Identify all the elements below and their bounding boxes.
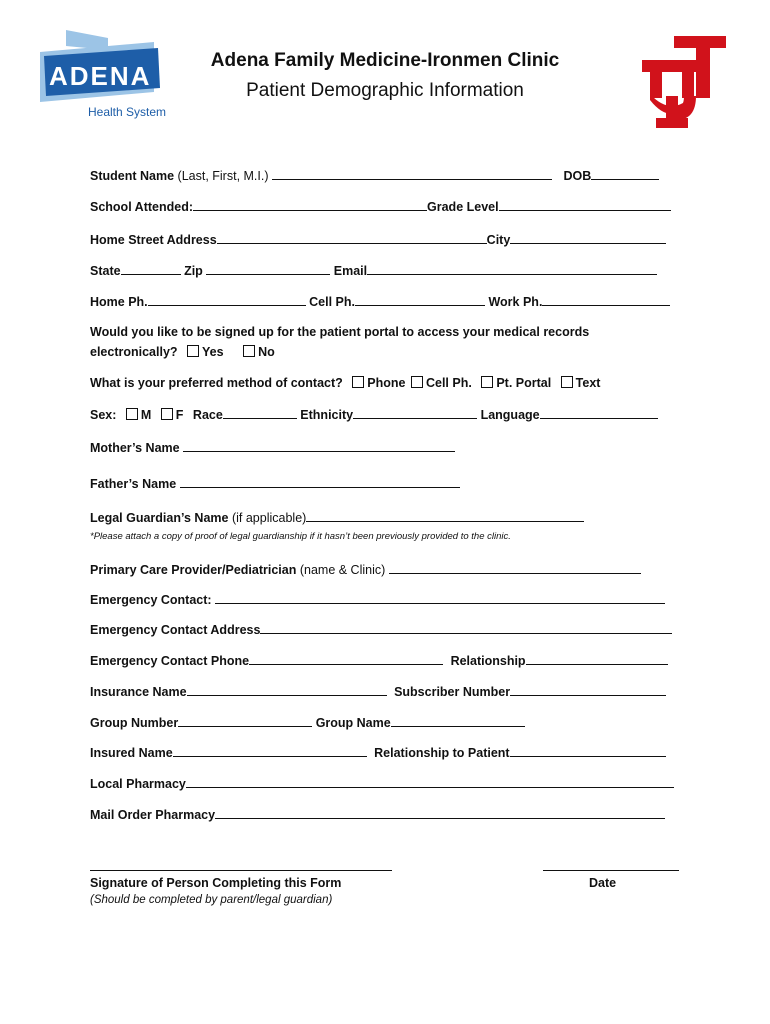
group-name-field[interactable]	[391, 715, 525, 727]
insurance-row	[90, 684, 680, 699]
group-number-field[interactable]	[178, 715, 312, 727]
student-name-row	[90, 168, 680, 183]
guardian-label: Legal Guardian’s Name	[90, 511, 229, 525]
cell-checkbox[interactable]	[411, 376, 423, 388]
phone-row	[90, 294, 680, 309]
insured-name-field[interactable]	[173, 745, 367, 757]
student-name-label: Student Name	[90, 169, 175, 183]
race-label: Race	[192, 408, 223, 422]
male-checkbox[interactable]	[126, 408, 138, 420]
portal-question: Would you like to be signed up for the patient portal to access your medical records	[90, 325, 590, 339]
adena-logo-mark	[36, 30, 176, 120]
local-pharmacy-field[interactable]	[186, 776, 674, 788]
yes-checkbox[interactable]	[187, 345, 199, 357]
adena-subtext: Health System	[88, 105, 167, 119]
emergency-phone-field[interactable]	[249, 653, 443, 665]
mother-label: Mother’s Name	[90, 441, 180, 455]
contact-method-row	[90, 376, 680, 390]
insured-row	[90, 745, 680, 760]
pcp-row	[90, 562, 680, 577]
text-option-label: Text	[575, 376, 601, 390]
relationship-patient-field[interactable]	[510, 745, 666, 757]
pcp-hint: (name & Clinic)	[299, 563, 386, 577]
state-label: State	[90, 264, 121, 278]
school-field[interactable]	[193, 199, 427, 211]
guardian-note: *Please attach a copy of proof of legal guardianship if it hasn’t been previously provided to the clinic.	[90, 531, 511, 542]
home-address-field[interactable]	[217, 232, 487, 244]
father-field[interactable]	[180, 476, 460, 488]
cell-ph-field[interactable]	[355, 294, 485, 306]
subscriber-field[interactable]	[510, 684, 666, 696]
cell-option-label: Cell Ph.	[425, 376, 472, 390]
group-number-label: Group Number	[90, 716, 179, 730]
female-checkbox[interactable]	[161, 408, 173, 420]
sex-label: Sex:	[90, 408, 117, 422]
mail-pharmacy-label: Mail Order Pharmacy	[90, 808, 216, 822]
student-name-field[interactable]	[272, 168, 552, 180]
city-label: City	[486, 233, 511, 247]
insured-name-label: Insured Name	[90, 746, 173, 760]
school-label: School Attended:	[90, 200, 194, 214]
ethnicity-label: Ethnicity	[300, 408, 354, 422]
insurance-name-label: Insurance Name	[90, 685, 187, 699]
home-ph-label: Home Ph.	[90, 295, 148, 309]
portal-option-label: Pt. Portal	[496, 376, 552, 390]
zip-field[interactable]	[206, 263, 330, 275]
state-row	[90, 263, 680, 278]
page-subtitle: Patient Demographic Information	[246, 80, 524, 101]
email-label: Email	[333, 264, 368, 278]
pcp-label: Primary Care Provider/Pediatrician	[90, 563, 297, 577]
emergency-contact-field[interactable]	[215, 592, 665, 604]
adena-wordmark: ADENA	[49, 61, 152, 91]
date-line[interactable]	[543, 870, 679, 871]
emergency-address-label: Emergency Contact Address	[90, 623, 261, 637]
guardian-field[interactable]	[306, 510, 584, 522]
student-name-hint: (Last, First, M.I.)	[177, 169, 269, 183]
emergency-address-field[interactable]	[260, 622, 672, 634]
dob-label: DOB	[563, 169, 592, 183]
address-row	[90, 232, 680, 247]
city-field[interactable]	[510, 232, 666, 244]
school-row	[90, 199, 680, 214]
work-ph-field[interactable]	[542, 294, 670, 306]
language-label: Language	[480, 408, 540, 422]
relationship-field[interactable]	[526, 653, 668, 665]
group-row	[90, 715, 680, 730]
relationship-patient-label: Relationship to Patient	[374, 746, 510, 760]
adena-logo	[36, 30, 176, 120]
mother-field[interactable]	[183, 440, 455, 452]
zip-label: Zip	[184, 264, 203, 278]
portal-checkbox[interactable]	[481, 376, 493, 388]
no-checkbox[interactable]	[243, 345, 255, 357]
guardian-row	[90, 510, 680, 525]
home-address-label: Home Street Address	[90, 233, 217, 247]
male-label: M	[140, 408, 152, 422]
email-field[interactable]	[367, 263, 657, 275]
local-pharmacy-row	[90, 776, 680, 791]
phone-checkbox[interactable]	[352, 376, 364, 388]
no-label: No	[258, 345, 275, 359]
race-field[interactable]	[223, 407, 297, 419]
grade-field[interactable]	[499, 199, 671, 211]
cell-ph-label: Cell Ph.	[309, 295, 355, 309]
emergency-phone-label: Emergency Contact Phone	[90, 654, 250, 668]
father-label: Father’s Name	[90, 477, 177, 491]
home-ph-field[interactable]	[148, 294, 306, 306]
work-ph-label: Work Ph.	[488, 295, 543, 309]
local-pharmacy-label: Local Pharmacy	[90, 777, 186, 791]
date-label: Date	[589, 876, 617, 890]
mail-pharmacy-row	[90, 807, 680, 822]
father-row	[90, 476, 680, 491]
grade-label: Grade Level	[427, 200, 499, 214]
ethnicity-field[interactable]	[353, 407, 477, 419]
emergency-phone-row	[90, 653, 680, 668]
group-name-label: Group Name	[315, 716, 391, 730]
phone-option-label: Phone	[367, 376, 406, 390]
subscriber-label: Subscriber Number	[394, 685, 511, 699]
portal-question-cont: electronically?	[90, 345, 178, 359]
mail-pharmacy-field[interactable]	[215, 807, 665, 819]
yes-label: Yes	[202, 345, 224, 359]
signature-line[interactable]	[90, 870, 392, 871]
pcp-field[interactable]	[389, 562, 641, 574]
contact-question: What is your preferred method of contact?	[90, 376, 343, 390]
state-field[interactable]	[121, 263, 181, 275]
text-checkbox[interactable]	[561, 376, 573, 388]
dob-field[interactable]	[591, 168, 659, 180]
emergency-contact-label: Emergency Contact:	[90, 593, 212, 607]
guardian-hint: (if applicable)	[231, 511, 307, 525]
language-field[interactable]	[540, 407, 658, 419]
portal-options-row	[90, 345, 680, 359]
female-label: F	[175, 408, 184, 422]
signature-note: (Should be completed by parent/legal guardian)	[90, 894, 333, 906]
emergency-contact-row	[90, 592, 680, 607]
emergency-address-row	[90, 622, 680, 637]
signature-label: Signature of Person Completing this Form	[90, 876, 342, 890]
demographics-row	[90, 407, 680, 422]
insurance-name-field[interactable]	[187, 684, 387, 696]
page-title: Adena Family Medicine-Ironmen Clinic	[210, 50, 560, 71]
relationship-label: Relationship	[450, 654, 526, 668]
mother-row	[90, 440, 680, 455]
